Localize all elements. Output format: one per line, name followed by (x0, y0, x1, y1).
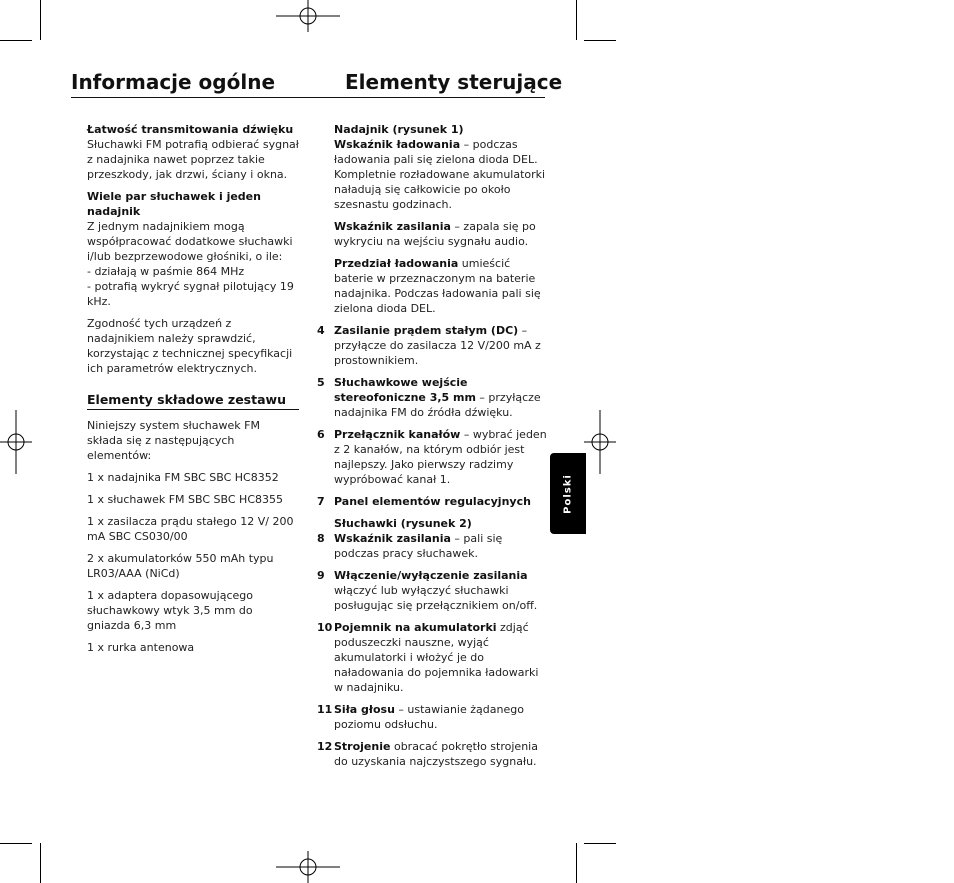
item-number: 4 (317, 324, 325, 337)
item-title: Strojenie (334, 740, 391, 753)
item-text: – przyłącze do zasilacza 12 V/200 mA z prostownikiem. (334, 324, 541, 367)
paragraph-easy-transmission (87, 122, 299, 182)
component-item: 1 x adaptera dopasowującego słuchawkowy wtyk 3,5 mm do gniazda 6,3 mm (87, 589, 253, 632)
language-tab-label: Polski (562, 473, 574, 514)
bullet-item: - potrafią wykryć sygnał pilotujący 19 kHz. (87, 280, 294, 308)
registration-mark-left (0, 410, 32, 474)
crop-mark (576, 0, 577, 40)
heading-controls: Elementy sterujące (345, 70, 563, 94)
item-text: – ustawianie żądanego poziomu odsłuchu. (334, 703, 524, 731)
registration-mark-top (276, 0, 340, 32)
crop-mark (584, 40, 616, 41)
numbered-item (317, 427, 547, 487)
item-title: Wskaźnik ładowania (334, 138, 461, 151)
item-title: Słuchawkowe wejście stereofoniczne 3,5 mm (334, 376, 476, 404)
numbered-item (317, 375, 547, 420)
right-column (317, 122, 547, 776)
item-title: Włączenie/wyłączenie zasilania (334, 569, 528, 582)
crop-mark (0, 843, 32, 844)
paragraph-text: Z jednym nadajnikiem mogą współpracować dodatkowe słuchawki i/lub bezprzewodowe głośniki, o ile: (87, 220, 293, 263)
headphones-subsection (317, 516, 547, 531)
registration-mark-right (584, 410, 616, 474)
section-title-components: Elementy składowe zestawu (87, 392, 299, 410)
crop-mark (0, 40, 32, 41)
item-text: – podczas ładowania pali się zielona dioda DEL. Kompletnie rozładowane akumulatorki naładują się całkowicie po około szesnastu godzinach. (334, 138, 546, 211)
subsection-title-transmitter: Nadajnik (rysunek 1) (334, 123, 464, 136)
language-tab (550, 453, 586, 534)
crop-mark (40, 0, 41, 40)
component-item: 1 x zasilacza prądu stałego 12 V/ 200 mA SBC CS030/00 (87, 515, 294, 543)
paragraph-title: Wiele par słuchawek i jeden nadajnik (87, 190, 261, 218)
item-text: umieścić baterie w przeznaczonym na baterie nadajnika. Podczas ładowania pali się zielona dioda DEL. (334, 257, 541, 315)
numbered-item (317, 739, 547, 769)
item-number: 11 (317, 703, 333, 716)
bullet-item: - działają w paśmie 864 MHz (87, 265, 245, 278)
numbered-item (317, 531, 547, 561)
item-title: Wskaźnik zasilania (334, 532, 451, 545)
registration-mark-bottom (276, 851, 340, 883)
item-title: Przełącznik kanałów (334, 428, 461, 441)
item-text: – przyłącze nadajnika FM do źródła dźwięku. (334, 391, 541, 419)
transmitter-charge-indicator (334, 122, 547, 212)
section-intro: Niniejszy system słuchawek FM składa się z następujących elementów: (87, 419, 260, 462)
paragraph-compatibility: Zgodność tych urządzeń z nadajnikiem należy sprawdzić, korzystając z technicznej specyfikacji ich parametrów elektrycznych. (87, 317, 293, 375)
numbered-item (317, 702, 547, 732)
component-item: 1 x rurka antenowa (87, 641, 195, 654)
crop-mark (576, 843, 577, 883)
item-number: 5 (317, 376, 325, 389)
numbered-item (317, 568, 547, 613)
transmitter-charging-compartment (334, 256, 547, 316)
item-title: Zasilanie prądem stałym (DC) (334, 324, 519, 337)
numbered-item (317, 494, 547, 509)
transmitter-power-indicator (334, 219, 547, 249)
item-number: 7 (317, 495, 325, 508)
item-number: 8 (317, 532, 325, 545)
component-item: 2 x akumulatorków 550 mAh typu LR03/AAA (NiCd) (87, 552, 274, 580)
crop-mark (584, 843, 616, 844)
numbered-item (317, 323, 547, 368)
item-number: 10 (317, 621, 333, 634)
paragraph-multiple-headphones (87, 189, 299, 309)
subsection-title-headphones: Słuchawki (rysunek 2) (334, 517, 472, 530)
paragraph-text: Słuchawki FM potrafią odbierać sygnał z nadajnika nawet poprzez takie przeszkody, jak drzwi, ściany i okna. (87, 138, 299, 181)
item-number: 12 (317, 740, 333, 753)
item-text: – wybrać jeden z 2 kanałów, na którym odbiór jest najlepszy. Jako pierwszy radzimy wypróbować kanał 1. (334, 428, 547, 486)
item-title: Panel elementów regulacyjnych (334, 495, 531, 508)
item-number: 9 (317, 569, 325, 582)
item-text: – pali się podczas pracy słuchawek. (334, 532, 503, 560)
item-title: Pojemnik na akumulatorki (334, 621, 497, 634)
component-item: 1 x słuchawek FM SBC SBC HC8355 (87, 493, 284, 506)
heading-general-info: Informacje ogólne (71, 70, 276, 94)
crop-mark (40, 843, 41, 883)
numbered-item (317, 620, 547, 695)
item-title: Siła głosu (334, 703, 395, 716)
paragraph-title: Łatwość transmitowania dźwięku (87, 123, 294, 136)
transmitter-block (317, 122, 547, 316)
left-column (87, 122, 299, 662)
item-title: Przedział ładowania (334, 257, 459, 270)
item-title: Wskaźnik zasilania (334, 220, 451, 233)
heading-rule (71, 97, 545, 98)
item-text: zdjąć poduszeczki nauszne, wyjąć akumulatorki i włożyć je do naładowania do pojemnika ładowarki w nadajniku. (334, 621, 539, 694)
item-text: obracać pokrętło strojenia do uzyskania najczystszego sygnału. (334, 740, 538, 768)
item-text: – zapala się po wykryciu na wejściu sygnału audio. (334, 220, 536, 248)
component-item: 1 x nadajnika FM SBC SBC HC8352 (87, 471, 279, 484)
item-text: włączyć lub wyłączyć słuchawki posługując się przełącznikiem on/off. (334, 584, 538, 612)
item-number: 6 (317, 428, 325, 441)
